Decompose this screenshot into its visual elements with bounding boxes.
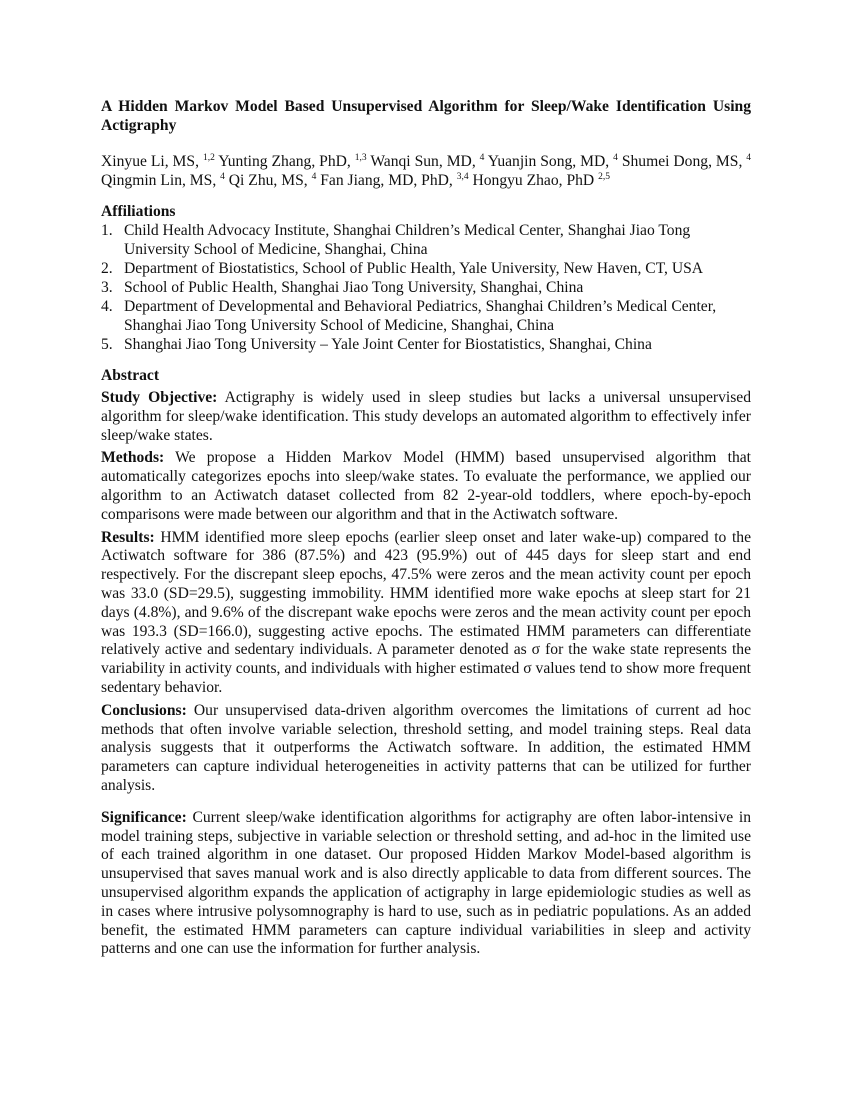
affiliation-number: 3. <box>101 279 113 296</box>
section-text: HMM identified more sleep epochs (earlier sleep onset and later wake-up) compared to the Actiwatch software for 386 (87.5%) and 423 (95.9%) out of 445 days for sleep start and end respectively. For the discrepant sleep epochs, 47.5% were zeros and the mean activity count per epoch was 33.0 (SD=29.5), suggesting immobility. HMM identified more wake epochs at sleep start for 21 days (4.8%), and 9.6% of the discrepant wake epochs were zeros and the mean activity count per epoch was 193.3 (SD=166.0), suggesting active epochs. The estimated HMM parameters can differentiate relatively active and sedentary individuals. A parameter denoted as σ for the wake state represents the variability in activity counts, and individuals with higher estimated σ values tend to show more frequent sedentary behavior. <box>101 528 751 696</box>
author-name: Wanqi Sun, MD, <box>370 153 476 170</box>
abstract-objective <box>101 389 751 445</box>
author-name: Hongyu Zhao, PhD <box>472 172 595 189</box>
affiliation-number: 2. <box>101 260 113 277</box>
author-affiliation-marker: 4 <box>746 153 752 163</box>
author-affiliation-marker: 4 <box>479 153 485 163</box>
affiliation-item <box>101 221 751 259</box>
abstract-methods <box>101 449 751 524</box>
author-affiliation-marker: 1,3 <box>354 153 367 163</box>
affiliation-item <box>101 259 751 278</box>
affiliation-item <box>101 297 751 335</box>
affiliation-number: 5. <box>101 336 113 353</box>
section-label: Results: <box>101 528 155 546</box>
section-text: Actigraphy is widely used in sleep studies but lacks a universal unsupervised algorithm for sleep/wake identification. This study develops an automated algorithm to effectively infer sleep/wake states. <box>101 389 751 444</box>
affiliation-list <box>101 221 751 354</box>
author-name: Yunting Zhang, PhD, <box>218 153 351 170</box>
section-text: Current sleep/wake identification algorithms for actigraphy are often labor-intensive in model training steps, subjective in variable selection or threshold setting, and ad-hoc in the limited use of each trained algorithm in one dataset. Our proposed Hidden Markov Model-based algorithm is unsupervised that saves manual work and is also directly applicable to data from different sources. The unsupervised algorithm expands the application of actigraphy in large epidemiologic studies as well as in cases where intrusive polysomnography is hard to use, such as in pediatric populations. As an added benefit, the estimated HMM parameters can capture individual variabilities in sleep and activity patterns and one can use the information for further analysis. <box>101 808 752 958</box>
section-label: Methods: <box>101 449 165 467</box>
affiliation-text: Department of Developmental and Behavioral Pediatrics, Shanghai Children’s Medical Center, Shanghai Jiao Tong University School of Medicine, Shanghai, China <box>124 298 717 334</box>
section-text: We propose a Hidden Markov Model (HMM) based unsupervised algorithm that automatically categorizes epochs into sleep/wake states. To evaluate the performance, we applied our algorithm to an Actiwatch dataset collected from 82 2-year-old toddlers, where epoch-by-epoch comparisons were made between our algorithm and that in the Actiwatch software. <box>101 449 751 523</box>
author-name: Qingmin Lin, MS, <box>101 172 217 189</box>
abstract-results <box>101 529 751 698</box>
author-affiliation-marker: 2,5 <box>598 172 610 182</box>
author-name: Qi Zhu, MS, <box>228 172 308 189</box>
affiliations-heading: Affiliations <box>101 203 176 220</box>
affiliation-text: Shanghai Jiao Tong University – Yale Joint Center for Biostatistics, Shanghai, China <box>124 336 652 353</box>
section-label: Conclusions: <box>101 701 187 719</box>
affiliation-text: Department of Biostatistics, School of Public Health, Yale University, New Haven, CT, USA <box>124 260 704 277</box>
section-label: Significance: <box>101 808 187 826</box>
paper-page <box>101 97 751 959</box>
affiliation-item <box>101 278 751 297</box>
section-label: Study Objective: <box>101 389 218 406</box>
affiliation-number: 1. <box>101 222 113 239</box>
author-list <box>101 152 751 190</box>
author-name: Yuanjin Song, MD, <box>487 153 610 170</box>
abstract-conclusions <box>101 702 751 796</box>
section-text: Our unsupervised data-driven algorithm overcomes the limitations of current ad hoc methods that often involve variable selection, threshold setting, and model training steps. Real data analysis suggests that it outperforms the Actiwatch software. In addition, the estimated HMM parameters can capture individual heterogeneities in activity patterns that can be utilized for further analysis. <box>101 701 751 794</box>
affiliation-text: Child Health Advocacy Institute, Shanghai Children’s Medical Center, Shanghai Jiao Tong University School of Medicine, Shanghai, China <box>124 222 691 258</box>
author-affiliation-marker: 4 <box>220 172 225 182</box>
abstract-heading: Abstract <box>101 367 160 384</box>
significance-statement <box>101 809 751 959</box>
author-name: Shumei Dong, MS, <box>621 153 743 170</box>
affiliation-item <box>101 335 751 354</box>
author-affiliation-marker: 4 <box>311 172 317 182</box>
author-affiliation-marker: 1,2 <box>202 153 215 163</box>
author-affiliation-marker: 3,4 <box>456 172 469 182</box>
affiliation-number: 4. <box>101 298 113 315</box>
author-affiliation-marker: 4 <box>613 153 618 163</box>
affiliation-text: School of Public Health, Shanghai Jiao Tong University, Shanghai, China <box>124 279 584 296</box>
author-name: Fan Jiang, MD, PhD, <box>320 172 453 189</box>
paper-title: A Hidden Markov Model Based Unsupervised Algorithm for Sleep/Wake Identification Using Actigraphy <box>101 98 751 134</box>
author-name: Xinyue Li, MS, <box>101 153 199 170</box>
